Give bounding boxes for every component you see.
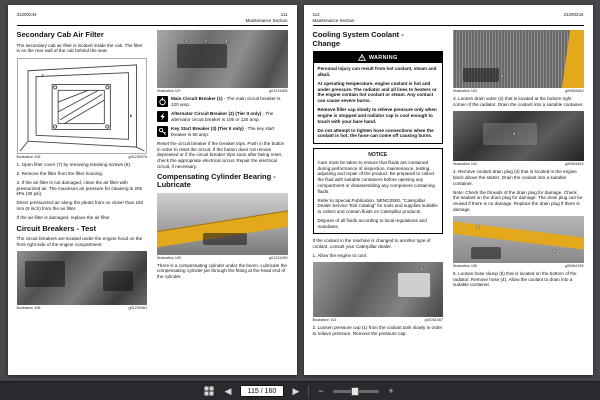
callout-label: 3 xyxy=(225,38,228,44)
callout-label: 4 xyxy=(553,247,556,253)
breaker-text xyxy=(171,96,288,107)
doc-number: 31200244 xyxy=(563,12,584,17)
page-header xyxy=(17,12,288,26)
zoom-slider-knob[interactable] xyxy=(351,387,359,396)
manual-page-left xyxy=(8,5,297,375)
breaker-title: Alternator Circuit Breaker (2) (Tier II only) xyxy=(171,111,262,117)
illustration-code: g01231065 xyxy=(269,89,288,94)
callout-label: 7 xyxy=(41,72,44,78)
illustration-caption xyxy=(453,89,584,93)
lightning-bolt-icon xyxy=(157,111,168,122)
step-item: 3. If the air filter is not damaged, clean the air filter with pressurized air. The maximum air pressure for cleaning is 205 kPa (30 psi). xyxy=(16,179,143,197)
key-icon xyxy=(157,126,168,137)
paragraph: Direct pressurized air along the pleats from no closer than 160 mm (6 inch) from the air filter. xyxy=(16,200,144,212)
illustration-code: g00984460 xyxy=(565,89,584,94)
page-number-section xyxy=(313,12,355,23)
prev-page-button[interactable]: ◀ xyxy=(221,384,235,398)
callout-label: 3 xyxy=(513,131,516,137)
callout-label: 1 xyxy=(420,266,423,272)
illustration-label: Illustration 102 xyxy=(312,318,337,323)
illustration-code: g00984463 xyxy=(565,162,584,167)
heading-secondary-cab-air-filter: Secondary Cab Air Filter xyxy=(16,30,104,40)
illustration-label: Illustration 109 xyxy=(157,255,181,260)
illustration-caption xyxy=(453,264,584,268)
notice-box xyxy=(313,148,444,235)
illustration-label: Illustration 107 xyxy=(157,89,181,94)
breaker-desc: - The main circuit breaker is 120 amp. xyxy=(171,96,281,107)
illustration-caption xyxy=(157,256,288,260)
breaker-text xyxy=(171,111,288,122)
illustration-code: g00984765 xyxy=(565,263,584,268)
coolant-tank-photo xyxy=(313,262,444,317)
illustration-label: Illustration 106 xyxy=(16,154,41,159)
radiator-photo xyxy=(453,30,584,88)
step-item: 1. Allow the engine to cool. xyxy=(312,253,368,259)
right-page-column-2 xyxy=(453,30,584,340)
compensating-cylinder-photo xyxy=(157,193,288,255)
notice-paragraph: Refer to Special Publication, NENG2500, "Caterpillar Dealer Service Tool Catalog" for tools and supplies suitable to collect and contain fluids on Caterpillar products. xyxy=(317,197,438,215)
paragraph: Reset the circuit breaker if the breaker trips. Push in the button in order to reset the circuit. If the button does not remain depressed or if the circuit breaker trips soon after being reset, check the appropriate electrical circuit. Repair the electrical circuit, if necessary. xyxy=(157,140,285,169)
zoom-slider[interactable] xyxy=(333,390,379,393)
warning-title: WARNING xyxy=(368,54,398,61)
page-number-section xyxy=(245,12,287,23)
paragraph: If the coolant in the machine is changed to another type of coolant, consult your Caterpillar dealer. xyxy=(312,238,431,249)
heading-line-1: Cooling System Coolant - xyxy=(312,30,404,40)
zoom-in-button[interactable]: + xyxy=(384,384,398,398)
warning-header xyxy=(314,52,443,63)
breaker-row-key-start xyxy=(157,126,288,137)
breaker-desc: - The alternator circuit breaker is 105 or 120 amp. xyxy=(171,111,274,122)
section-label: Maintenance Section xyxy=(245,17,288,23)
page-header xyxy=(313,12,584,26)
illustration-code: g01230981 xyxy=(128,305,147,310)
illustration-label: Illustration 103 xyxy=(453,89,477,94)
callout-label: 1 xyxy=(185,38,188,44)
warning-triangle-icon xyxy=(358,54,366,61)
step-item: 3. Loosen drain valve (2) that is located at the bottom right corner of the radiator. Drain the coolant into a suitable container. xyxy=(453,96,584,107)
heading-circuit-breakers-test: Circuit Breakers - Test xyxy=(16,223,96,233)
illustration-caption xyxy=(453,162,584,166)
engine-compartment-photo xyxy=(17,251,148,305)
cab-line-drawing xyxy=(18,59,147,153)
illustration-label: Illustration 105 xyxy=(453,263,477,268)
callout-label: 2 xyxy=(205,38,208,44)
notice-title: NOTICE xyxy=(368,151,388,158)
callout-label: 5 xyxy=(477,223,480,229)
page-number: 112 xyxy=(312,12,320,17)
heading-line-2: Change xyxy=(312,38,341,48)
paragraph: There is a compensating cylinder under the boom. Lubricate the compensating cylinder pin through the fitting at the head end of the cylinder. xyxy=(157,262,287,279)
callout-label: 6 xyxy=(129,112,132,118)
page-number: 111 xyxy=(280,12,288,17)
illustration-caption xyxy=(157,89,288,93)
viewer-toolbar xyxy=(0,381,600,400)
breaker-title: Main Circuit Breaker (1) xyxy=(171,96,223,102)
next-page-button[interactable]: ▶ xyxy=(289,384,303,398)
warning-paragraph: Personal injury can result from hot coolant, steam and alkali. xyxy=(317,66,437,77)
breaker-title: Key Start Breaker (3) (Tier II only) xyxy=(171,126,244,131)
warning-paragraph: Remove filler cap slowly to relieve pressure only when engine is stopped and radiator cap is cool enough to touch with your bare hand. xyxy=(317,107,437,124)
engine-block-photo xyxy=(453,111,584,161)
thumbnails-button[interactable] xyxy=(202,384,216,398)
step-item: 1. Open filter cover (7) by removing retaining screws (6). xyxy=(16,161,132,167)
paragraph: The secondary cab air filter is located inside the cab. The filter is on the rear wall of the cab behind the seat. xyxy=(16,42,143,54)
illustration-caption xyxy=(313,318,444,322)
note-paragraph: Note: Check the threads of the drain plug for damage. Check the sealant on the drain plug for damage. The drain plug can be reused if there is no damage. Replace the drain plug if there is damage. xyxy=(453,189,583,212)
right-page-column-1 xyxy=(313,30,444,340)
heading-cooling-system-coolant xyxy=(313,31,444,48)
illustration-caption xyxy=(17,155,148,159)
manual-page-right xyxy=(304,5,593,375)
breaker-desc: - The key start breaker is 60 amp. xyxy=(171,126,275,137)
main-circuit-breaker-icon xyxy=(157,96,168,107)
section-label: Maintenance Section xyxy=(312,17,355,23)
page-number-input[interactable] xyxy=(240,385,284,397)
doc-number: 31200244 xyxy=(16,12,37,17)
step-item: 4. Remove coolant drain plug (3) that is located in the engine block above the starter. Drain the coolant into a suitable container. xyxy=(453,169,577,186)
step-item: 2. Remove the filter from the filter housing. xyxy=(16,170,104,176)
callout-label: 2 xyxy=(501,73,504,79)
illustration-code: g01230976 xyxy=(128,154,147,159)
toolbar-divider xyxy=(308,386,309,397)
breaker-row-main xyxy=(157,96,288,107)
left-page-column-2 xyxy=(157,30,288,313)
circuit-breakers-photo xyxy=(157,30,288,88)
illustration-caption xyxy=(17,306,148,310)
cab-air-filter-illustration xyxy=(17,58,148,154)
breaker-row-alternator xyxy=(157,111,288,122)
illustration-code: g01061087 xyxy=(424,318,443,323)
notice-paragraph: Dispose of all fluids according to local regulations and mandates. xyxy=(317,218,427,229)
breaker-text xyxy=(171,126,288,137)
warning-paragraph: At operating temperature, engine coolant is hot and under pressure. The radiator and all lines to heaters or the engine contain hot coolant or steam. Any contact can cause severe burns. xyxy=(317,80,437,103)
illustration-code: g01231090 xyxy=(269,255,288,260)
paragraph: The circuit breakers are located under the engine hood on the front right side of the engine compartment. xyxy=(16,235,143,247)
heading-compensating-cylinder-bearing: Compensating Cylinder Bearing - Lubricate xyxy=(157,171,276,190)
step-item: 5. Loosen hose clamp (5) that is located on the bottom of the radiator. Remove hose (4). Allow the coolant to drain into a suitable container. xyxy=(453,270,577,288)
notice-paragraph: Care must be taken to ensure that fluids are contained during performance of inspection, maintenance, testing, adjusting and repair of the product. Be prepared to collect the fluid with suitable containers before opening any compartment or disassembling any component containing fluids. xyxy=(317,160,435,194)
warning-box xyxy=(313,51,444,144)
paragraph: If the air filter is damaged, replace the air filter. xyxy=(16,215,111,221)
radiator-hose-photo xyxy=(453,216,584,263)
warning-paragraph: Do not attempt to tighten hose connections when the coolant is hot, the hose can come off causing burns. xyxy=(317,127,434,139)
warning-body xyxy=(314,63,443,139)
step-item: 2. Loosen pressure cap (1) from the coolant tank slowly in order to relieve pressure. Remove the pressure cap. xyxy=(312,325,443,336)
zoom-out-button[interactable]: − xyxy=(314,384,328,398)
grid-icon xyxy=(204,386,214,396)
illustration-label: Illustration 108 xyxy=(16,305,41,310)
illustration-label: Illustration 104 xyxy=(453,162,477,167)
left-page-column-1 xyxy=(17,30,148,313)
